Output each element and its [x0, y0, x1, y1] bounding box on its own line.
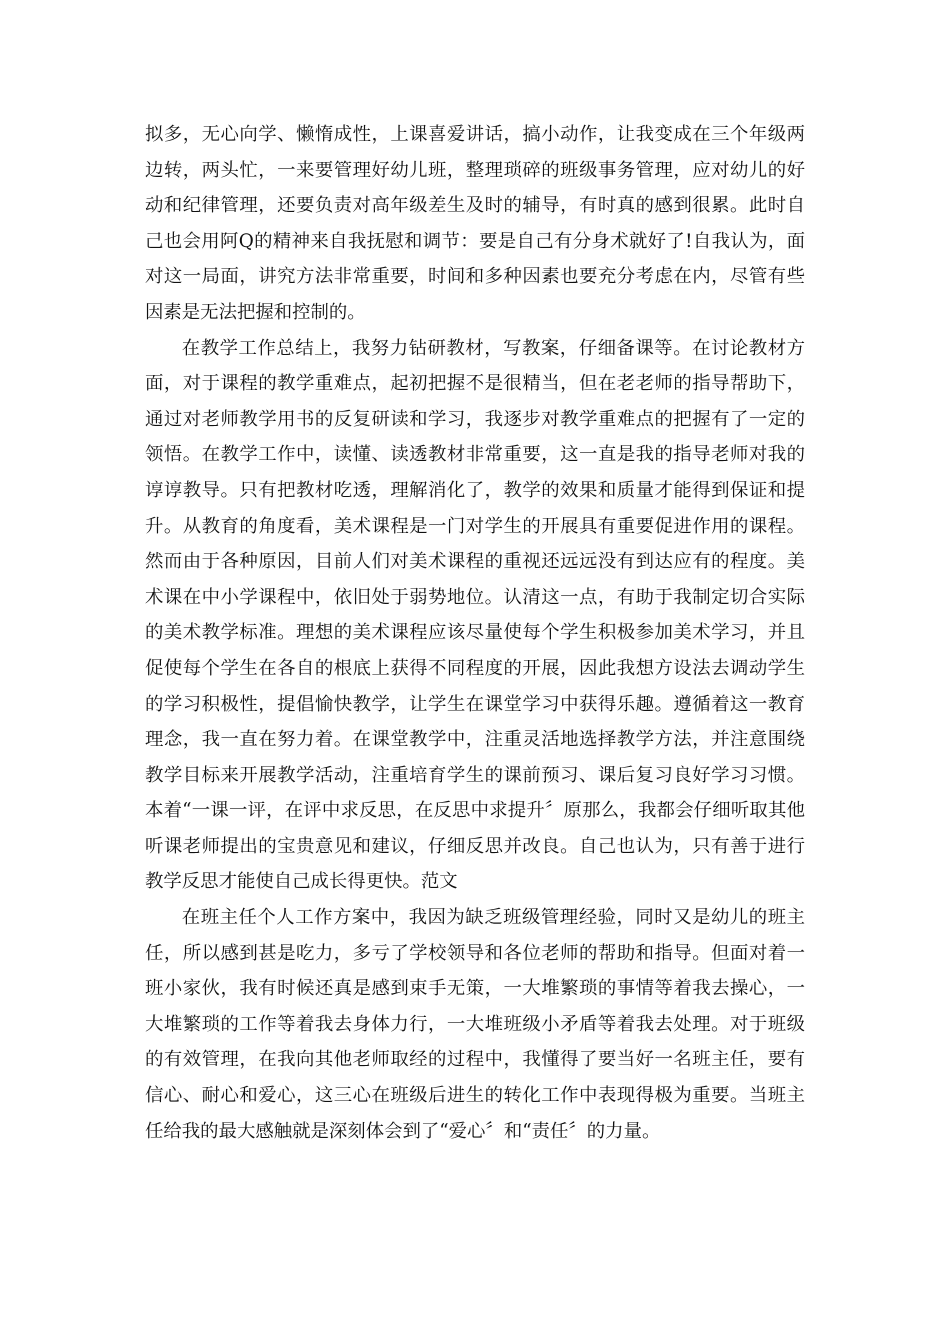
paragraph-3: 在班主任个人工作方案中，我因为缺乏班级管理经验，同时又是幼儿的班主任，所以感到甚是吃力，多亏了学校领导和各位老师的帮助和指导。但面对着一班小家伙，我有时候还真是感到束手无策，一大堆繁琐的事情等着我去操心，一大堆繁琐的工作等着我去身体力行，一大堆班级小矛盾等着我去处理。对于班级的有效管理，在我向其他老师取经的过程中，我懂得了要当好一名班主任，要有信心、耐心和爱心，这三心在班级后进生的转化工作中表现得极为重要。当班主任给我的最大感触就是深刻体会到了“爱心〞和“责任〞的力量。 — [145, 907, 805, 1142]
paragraph-2: 在教学工作总结上，我努力钻研教材，写教案，仔细备课等。在讨论教材方面，对于课程的教学重难点，起初把握不是很精当，但在老老师的指导帮助下，通过对老师教学用书的反复研读和学习，我逐步对教学重难点的把握有了一定的领悟。在教学工作中，读懂、读透教材非常重要，这一直是我的指导老师对我的谆谆教导。只有把教材吃透，理解消化了，教学的效果和质量才能得到保证和提升。从教育的角度看，美术课程是一门对学生的开展具有重要促进作用的课程。然而由于各种原因，目前人们对美术课程的重视还远远没有到达应有的程度。美术课在中小学课程中，依旧处于弱势地位。认清这一点，有助于我制定切合实际的美术教学标准。理想的美术课程应该尽量使每个学生积极参加美术学习，并且促使每个学生在各自的根底上获得不同程度的开展，因此我想方设法去调动学生的学习积极性，提倡愉快教学，让学生在课堂学习中获得乐趣。遵循着这一教育理念，我一直在努力着。在课堂教学中，注重灵活地选择教学方法，并注意围绕教学目标来开展教学活动，注重培育学生的课前预习、课后复习良好学习习惯。本着“一课一评，在评中求反思，在反思中求提升〞原那么，我都会仔细听取其他听课老师提出的宝贵意见和建议，仔细反思并改良。自己也认为，只有善于进行教学反思才能使自己成长得更快。范文 — [145, 337, 805, 893]
paragraph-1: 拟多，无心向学、懒惰成性，上课喜爱讲话，搞小动作，让我变成在三个年级两边转，两头忙，一来要管理好幼儿班，整理琐碎的班级事务管理，应对幼儿的好动和纪律管理，还要负责对高年级差生及时的辅导，有时真的感到很累。此时自己也会用阿Q的精神来自我抚慰和调节：要是自己有分身术就好了!自我认为，面对这一局面，讲究方法非常重要，时间和多种因素也要充分考虑在内，尽管有些因素是无法把握和控制的。 — [145, 124, 805, 323]
document-body — [145, 117, 805, 1149]
